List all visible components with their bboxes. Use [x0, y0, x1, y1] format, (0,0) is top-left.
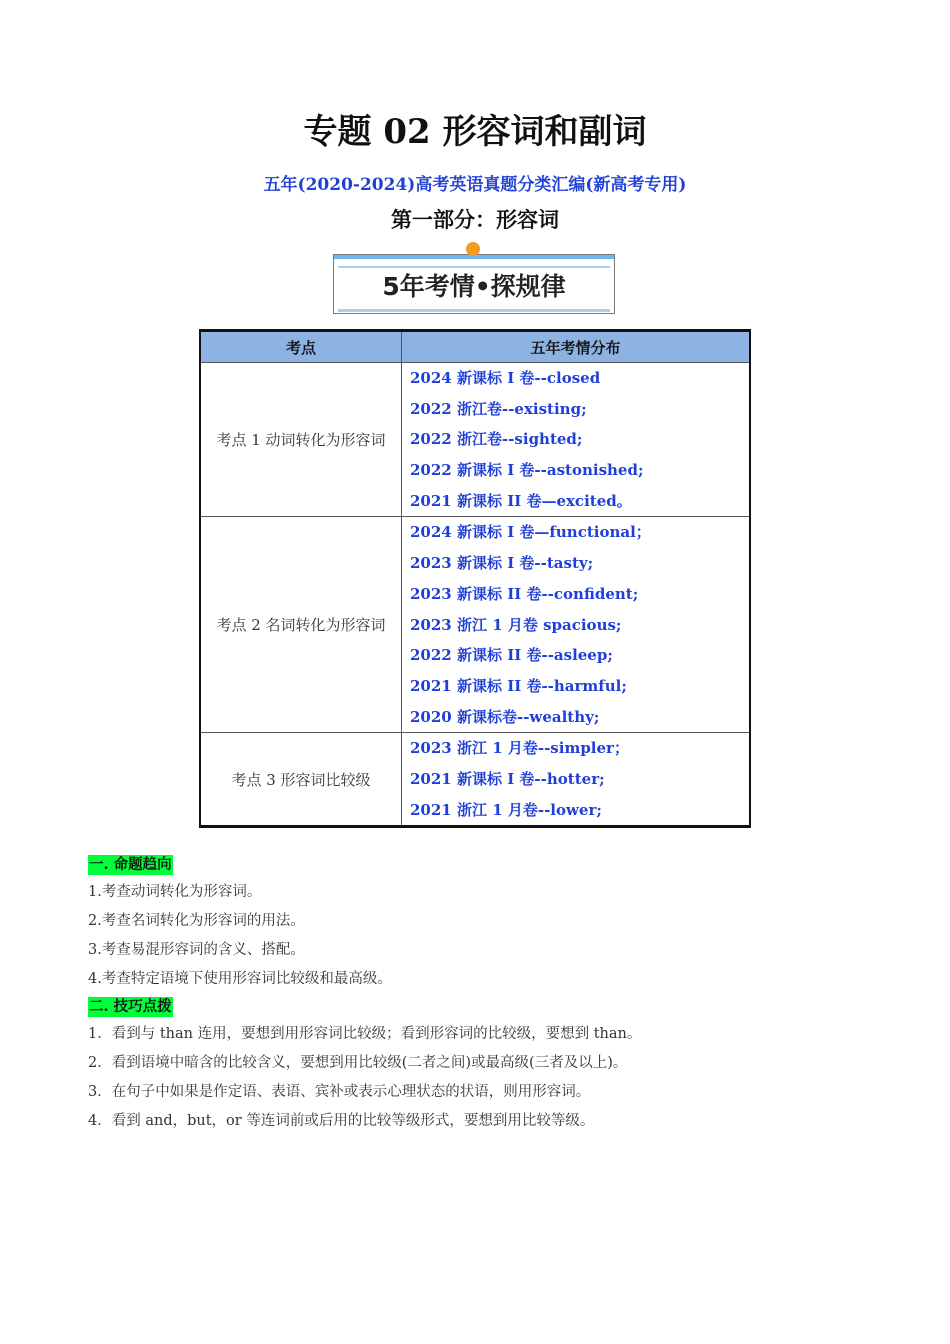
topic-cell: 考点 3 形容词比较级 [200, 733, 402, 827]
exam-item: 2023 浙江 1 月卷 spacious; [410, 615, 622, 634]
header-topic: 考点 [200, 331, 402, 363]
page-subtitle: 五年(2020-2024)高考英语真题分类汇编(新高考专用) [263, 175, 687, 195]
exam-item: 2022 新课标 II 卷--asleep; [410, 646, 613, 665]
banner-text: 5年考情•探规律 [382, 272, 566, 301]
trend-item: 1.考查动词转化为形容词。 [88, 884, 262, 900]
table-row [200, 517, 750, 733]
banner-dot-icon [466, 242, 480, 256]
table-header-row [200, 331, 750, 363]
exam-item: 2022 新课标 I 卷--astonished; [410, 461, 644, 480]
topic-cell: 考点 2 名词转化为形容词 [200, 517, 402, 733]
exam-item: 2021 新课标 I 卷--hotter; [410, 769, 605, 788]
tips-item: 2．看到语境中暗含的比较含义，要想到用比较级(二者之间)或最高级(三者及以上)。 [88, 1055, 628, 1071]
exam-item: 2021 新课标 II 卷--harmful; [410, 676, 627, 695]
exam-item: 2023 浙江 1 月卷--simpler； [410, 739, 629, 758]
page-title: 专题 02 形容词和副词 [303, 112, 647, 152]
section-title: 第一部分：形容词 [391, 207, 559, 232]
exam-item: 2020 新课标卷--wealthy; [410, 707, 600, 726]
table-row [200, 733, 750, 827]
table-row [200, 363, 750, 517]
banner-box [333, 254, 615, 314]
topic-cell: 考点 1 动词转化为形容词 [200, 363, 402, 517]
trend-item: 3.考查易混形容词的含义、搭配。 [88, 942, 305, 958]
tips-heading: 二. 技巧点拨 [89, 998, 172, 1015]
exam-item: 2024 新课标 I 卷—functional； [410, 523, 651, 542]
exam-item: 2023 新课标 II 卷--confident; [410, 584, 639, 603]
trend-item: 4.考查特定语境下使用形容词比较级和最高级。 [88, 971, 392, 987]
banner-inner-line-bottom [338, 309, 610, 312]
tips-item: 3．在句子中如果是作定语、表语、宾补或表示心理状态的状语，则用形容词。 [88, 1084, 591, 1100]
trend-item: 2.考查名词转化为形容词的用法。 [88, 913, 305, 929]
items-cell [402, 363, 751, 517]
banner [333, 246, 615, 314]
tips-item: 1．看到与 than 连用，要想到用形容词比较级；看到形容词的比较级，要想到 than。 [88, 1026, 642, 1042]
exam-item: 2021 新课标 II 卷—excited。 [410, 491, 632, 510]
exam-item: 2022 浙江卷--existing; [410, 399, 587, 418]
exam-item: 2022 浙江卷--sighted; [410, 430, 583, 449]
exam-item: 2021 浙江 1 月卷--lower; [410, 800, 602, 819]
exam-item: 2023 新课标 I 卷--tasty; [410, 554, 594, 573]
exam-item: 2024 新课标 I 卷--closed [410, 369, 601, 387]
items-cell [402, 517, 751, 733]
trend-heading: 一. 命题趋向 [89, 856, 172, 873]
tips-item: 4．看到 and，but，or 等连词前或后用的比较等级形式，要想到用比较等级。 [88, 1113, 595, 1129]
exam-distribution-table [199, 329, 751, 828]
notes-section [88, 852, 868, 1136]
items-cell [402, 733, 751, 827]
header-distribution: 五年考情分布 [402, 331, 751, 363]
